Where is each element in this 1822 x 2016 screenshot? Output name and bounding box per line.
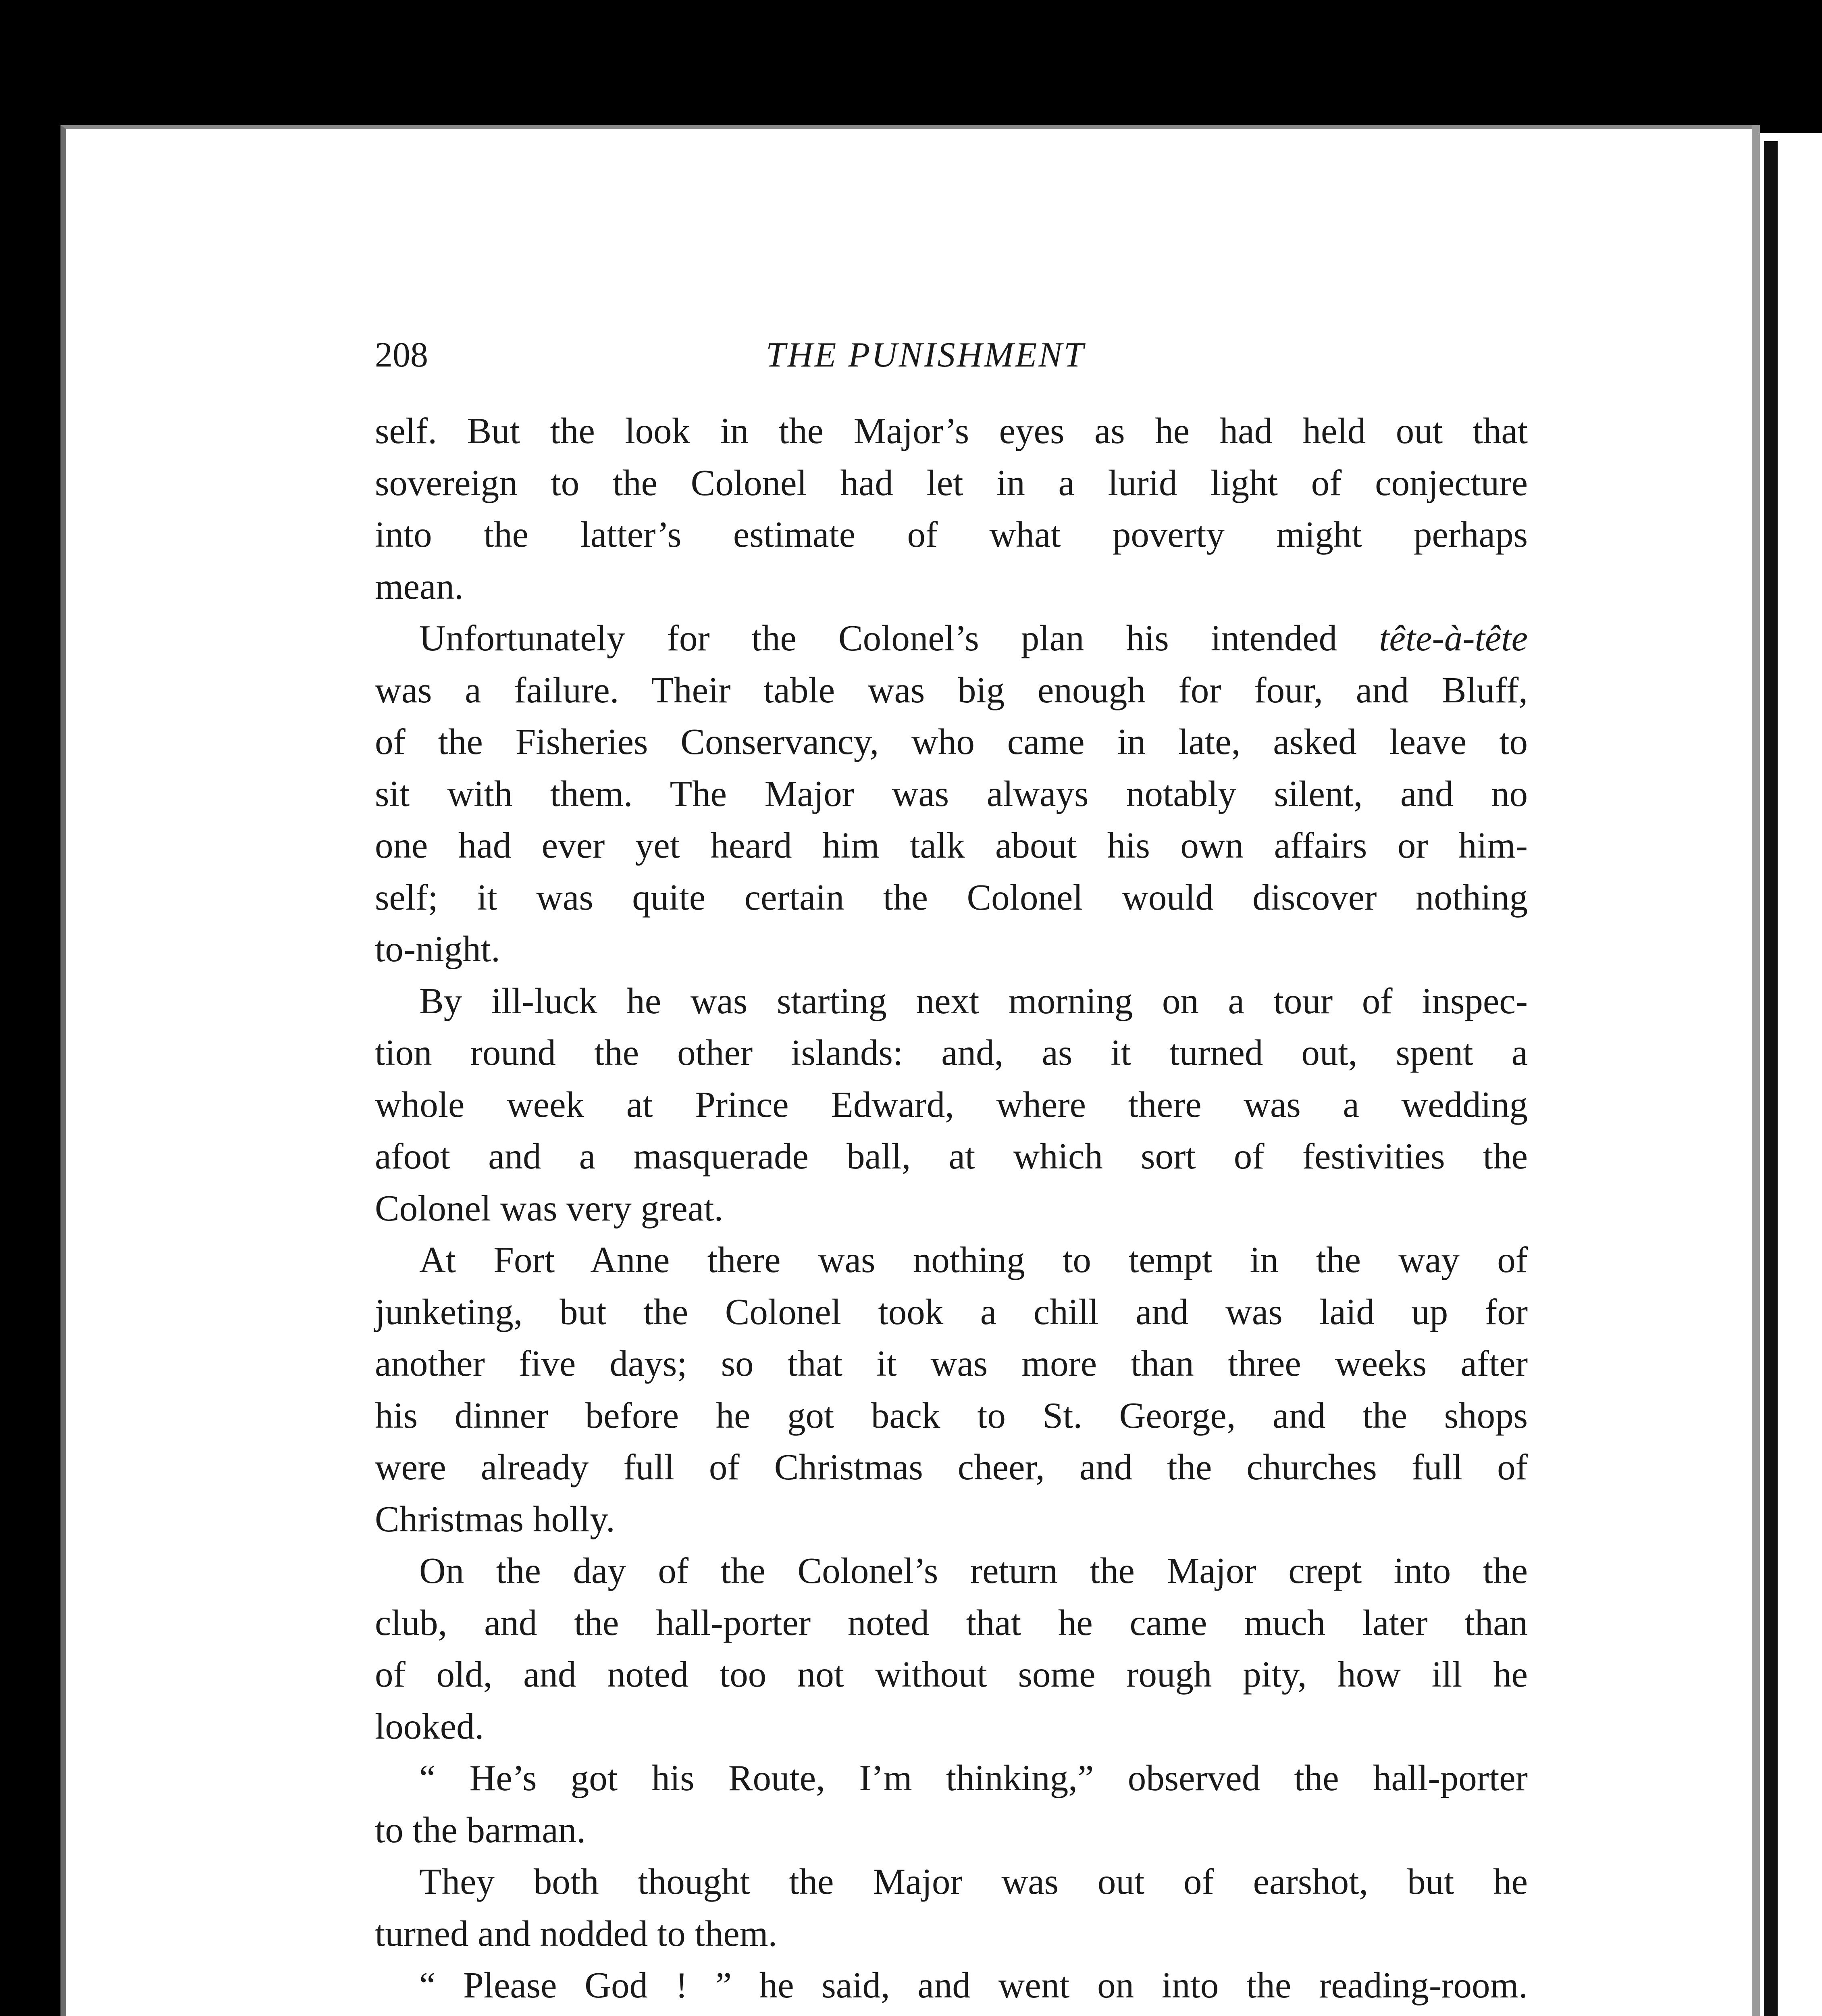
text-line	[375, 1183, 1528, 1235]
text-line	[375, 1545, 1528, 1597]
text-line-content: Colonel was very great.	[375, 1187, 724, 1229]
text-line	[375, 1079, 1528, 1131]
text-line-content: self; it was quite certain the Colonel would discover nothing	[375, 877, 1528, 918]
text-line	[375, 561, 1528, 613]
text-line-content: another five days; so that it was more than three weeks after	[375, 1343, 1528, 1384]
text-line-content: looked.	[375, 1706, 484, 1747]
text-line	[375, 975, 1528, 1027]
text-line	[375, 1441, 1528, 1493]
text-line-content: Unfortunately for the Colonel’s plan his intended	[419, 618, 1379, 658]
text-line	[375, 1960, 1528, 2012]
text-line-content: They both thought the Major was out of earshot, but he	[419, 1861, 1528, 1902]
text-line-content: afoot and a masquerade ball, at which sort of festivities the	[375, 1136, 1528, 1177]
text-line-content: tion round the other islands: and, as it turned out, spent a	[375, 1032, 1528, 1073]
text-line-content: into the latter’s estimate of what poverty might perhaps	[375, 514, 1528, 555]
text-line-content: junketing, but the Colonel took a chill and was laid up for	[375, 1291, 1528, 1332]
page-spine-edge	[1752, 125, 1760, 2016]
text-line	[375, 1804, 1528, 1856]
text-line	[375, 509, 1528, 561]
text-line-content: self. But the look in the Major’s eyes as he had held out that	[375, 410, 1528, 451]
text-line	[375, 1338, 1528, 1390]
text-line	[375, 1131, 1528, 1183]
text-line	[375, 1701, 1528, 1753]
text-line-content: sovereign to the Colonel had let in a lurid light of conjecture	[375, 462, 1528, 503]
text-line-content: On the day of the Colonel’s return the Major crept into the	[419, 1550, 1528, 1591]
text-line-content: to-night.	[375, 929, 500, 969]
page-number: 208	[375, 335, 428, 375]
text-line	[375, 405, 1528, 457]
text-line	[375, 1027, 1528, 1079]
body-text	[375, 405, 1528, 2016]
text-line	[375, 923, 1528, 975]
text-line-content: Christmas holly.	[375, 1498, 615, 1539]
text-line	[375, 768, 1528, 820]
text-line-content: to the barman.	[375, 1809, 586, 1850]
text-line	[375, 1390, 1528, 1442]
text-line	[375, 2012, 1528, 2016]
text-line	[375, 1234, 1528, 1286]
text-line	[375, 872, 1528, 924]
text-line	[375, 1908, 1528, 1960]
text-line-content: turned and nodded to them.	[375, 1913, 778, 1954]
text-line-content: At Fort Anne there was nothing to tempt in the way of	[419, 1239, 1528, 1280]
text-line-content: club, and the hall-porter noted that he came much later than	[375, 1602, 1528, 1643]
text-line	[375, 457, 1528, 509]
running-header	[375, 335, 1528, 383]
text-line-content: his dinner before he got back to St. George, and the shops	[375, 1395, 1528, 1436]
text-line-content: sit with them. The Major was always notably silent, and no	[375, 773, 1528, 814]
text-line	[375, 1493, 1528, 1545]
binding-shadow	[1764, 141, 1778, 2016]
text-line-content: of the Fisheries Conservancy, who came in late, asked leave to	[375, 721, 1528, 762]
text-line-content: “ Please God ! ” he said, and went on into the reading-room.	[419, 1965, 1528, 2006]
facing-page-edge	[1760, 133, 1822, 2016]
text-line	[375, 664, 1528, 716]
text-line-content: of old, and noted too not without some rough pity, how ill he	[375, 1654, 1528, 1695]
text-line	[375, 1597, 1528, 1649]
text-line-content: was a failure. Their table was big enough for four, and Bluff,	[375, 669, 1528, 710]
text-line-content: whole week at Prince Edward, where there was a wedding	[375, 1084, 1528, 1125]
text-line-content: one had ever yet heard him talk about his own affairs or him-	[375, 825, 1528, 866]
text-line	[375, 1649, 1528, 1701]
text-line	[375, 1856, 1528, 1908]
italic-word: tête-à-tête	[1379, 618, 1528, 658]
text-line	[375, 1286, 1528, 1338]
text-line	[375, 1752, 1528, 1804]
text-line	[375, 820, 1528, 872]
text-line-content: “ He’s got his Route, I’m thinking,” observed the hall-porter	[419, 1758, 1528, 1798]
text-line-content: mean.	[375, 566, 464, 607]
running-title: THE PUNISHMENT	[766, 335, 1085, 375]
text-line	[375, 716, 1528, 768]
text-line-content: By ill-luck he was starting next morning on a tour of inspec-	[419, 980, 1528, 1021]
text-line-content: were already full of Christmas cheer, and the churches full of	[375, 1447, 1528, 1487]
text-line	[375, 612, 1528, 664]
